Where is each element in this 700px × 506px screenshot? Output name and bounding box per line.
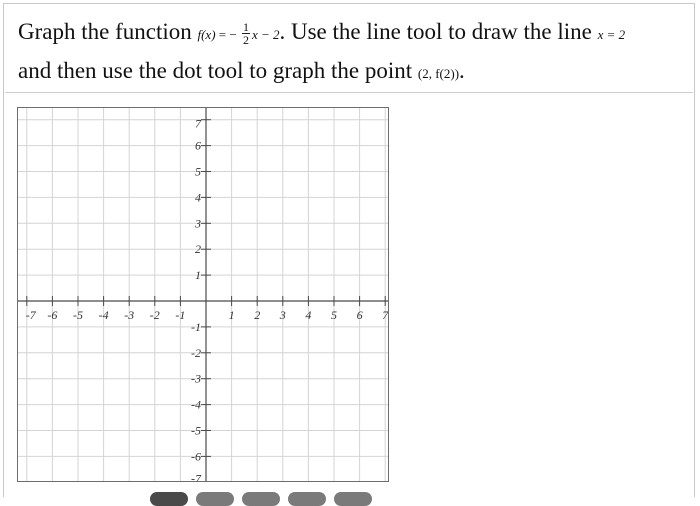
x-tick-label: -1 bbox=[175, 308, 186, 322]
question-part3: and then use the dot tool to graph the point bbox=[18, 58, 418, 83]
function-name: f(x) bbox=[197, 27, 216, 42]
y-tick-label: -1 bbox=[191, 319, 201, 334]
function-equals: = − bbox=[215, 27, 240, 42]
x-tick-label: -6 bbox=[47, 308, 58, 322]
question-part1: Graph the function bbox=[18, 19, 198, 44]
fraction-denominator: 2 bbox=[242, 33, 249, 48]
y-tick-label: 6 bbox=[195, 138, 201, 153]
divider bbox=[5, 92, 693, 93]
tool-5-button[interactable] bbox=[334, 492, 372, 506]
y-tick-label: -7 bbox=[191, 471, 201, 483]
tool-4-button[interactable] bbox=[288, 492, 326, 506]
x-tick-label: 4 bbox=[305, 308, 312, 322]
x-tick-label: 3 bbox=[279, 308, 286, 322]
y-tick-label: 3 bbox=[195, 216, 201, 231]
fraction-numerator: 1 bbox=[242, 20, 249, 35]
x-tick-label: -2 bbox=[149, 308, 160, 322]
y-tick-label: -3 bbox=[191, 371, 201, 386]
question-part4: . bbox=[459, 58, 465, 83]
y-tick-label: 1 bbox=[195, 268, 201, 283]
dot-tool-button[interactable] bbox=[196, 492, 234, 506]
coordinate-grid[interactable] bbox=[18, 108, 389, 482]
question-text bbox=[18, 14, 683, 92]
question-part2: . Use the line tool to draw the line bbox=[279, 19, 598, 44]
function-fraction bbox=[242, 21, 250, 46]
y-tick-label: -4 bbox=[191, 397, 201, 412]
x-tick-label: 5 bbox=[331, 308, 337, 322]
y-tick-label: -6 bbox=[191, 449, 201, 464]
x-tick-label: 2 bbox=[254, 308, 261, 322]
y-tick-label: 5 bbox=[195, 164, 201, 179]
x-tick-label: -5 bbox=[73, 308, 83, 322]
point-expression: (2, f(2)) bbox=[417, 66, 460, 81]
y-tick-label: 7 bbox=[195, 116, 201, 131]
x-tick-label: -7 bbox=[25, 308, 36, 322]
line-equation: x = 2 bbox=[597, 27, 626, 42]
x-tick-label: 7 bbox=[382, 308, 389, 322]
x-tick-label: -4 bbox=[98, 308, 109, 322]
x-tick-label: 6 bbox=[356, 308, 363, 322]
y-tick-label: 2 bbox=[195, 242, 201, 257]
y-tick-label: -2 bbox=[191, 345, 201, 360]
y-tick-label: 4 bbox=[195, 190, 201, 205]
function-rest: x − 2 bbox=[251, 27, 280, 42]
graph-canvas[interactable] bbox=[17, 107, 389, 482]
x-tick-label: -3 bbox=[124, 308, 135, 322]
x-tick-label: 1 bbox=[228, 308, 235, 322]
line-tool-button[interactable] bbox=[150, 492, 188, 506]
y-tick-label: -5 bbox=[191, 423, 201, 438]
tool-3-button[interactable] bbox=[242, 492, 280, 506]
